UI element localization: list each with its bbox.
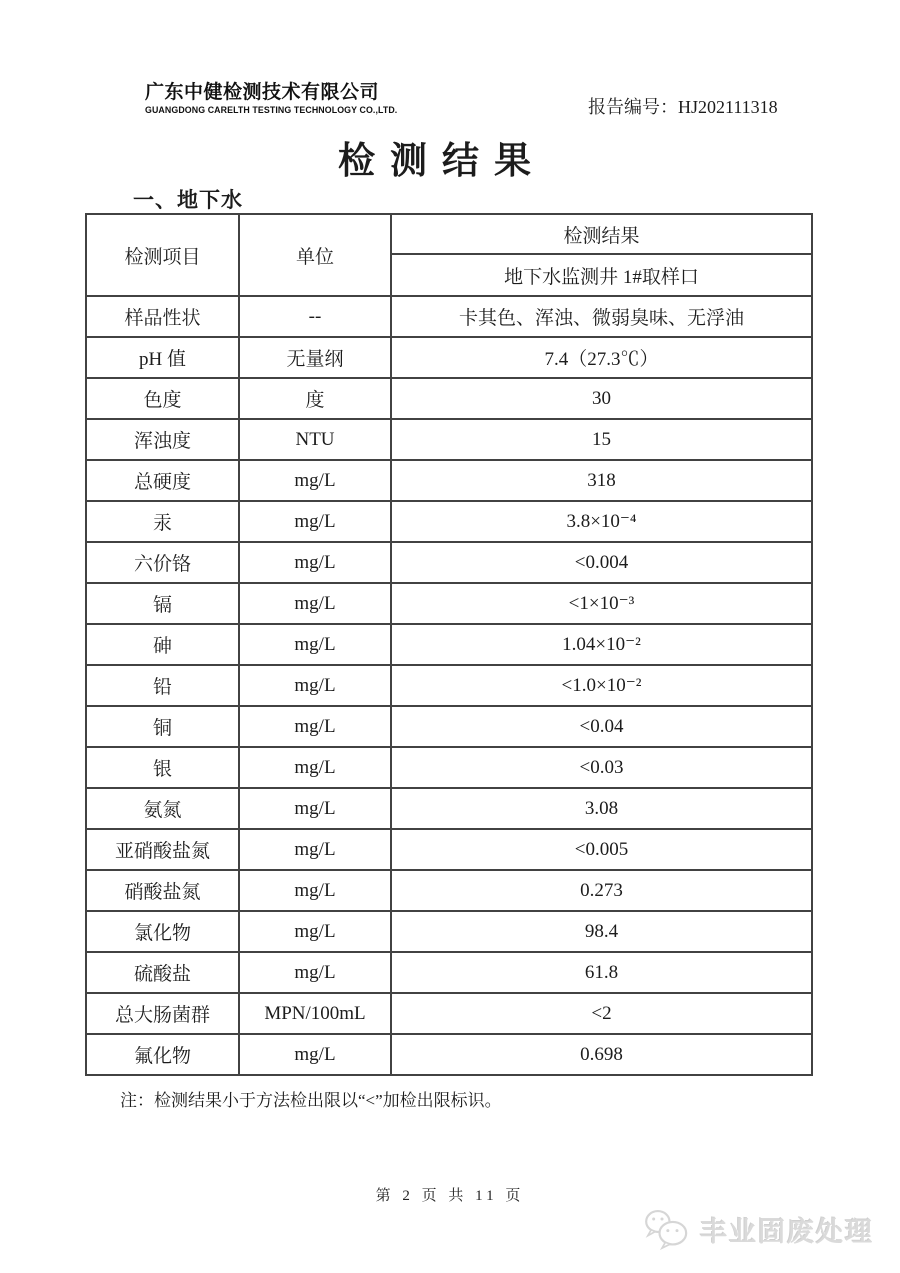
item-cell: pH 值: [86, 337, 239, 378]
item-cell: 氨氮: [86, 788, 239, 829]
value-cell: 15: [391, 419, 812, 460]
table-row: [86, 788, 812, 829]
unit-cell: --: [239, 296, 391, 337]
unit-cell: 无量纲: [239, 337, 391, 378]
report-number-label: 报告编号：: [588, 97, 678, 117]
unit-cell: mg/L: [239, 747, 391, 788]
value-cell: 卡其色、浑浊、微弱臭味、无浮油: [391, 296, 812, 337]
value-cell: 0.273: [391, 870, 812, 911]
value-cell: 0.698: [391, 1034, 812, 1075]
value-cell: 318: [391, 460, 812, 501]
unit-cell: mg/L: [239, 665, 391, 706]
item-cell: 六价铬: [86, 542, 239, 583]
item-cell: 硝酸盐氮: [86, 870, 239, 911]
table-row: [86, 460, 812, 501]
item-cell: 亚硝酸盐氮: [86, 829, 239, 870]
unit-cell: mg/L: [239, 1034, 391, 1075]
item-cell: 镉: [86, 583, 239, 624]
table-row: [86, 993, 812, 1034]
table-row: [86, 665, 812, 706]
unit-cell: mg/L: [239, 501, 391, 542]
table-row: [86, 624, 812, 665]
watermark-text: 丰业固废处理: [700, 1216, 874, 1247]
table-row: [86, 296, 812, 337]
value-cell: <0.03: [391, 747, 812, 788]
table-row: [86, 747, 812, 788]
footnote: 注：检测结果小于方法检出限以“<”加检出限标识。: [120, 1091, 502, 1110]
wechat-icon: [642, 1207, 692, 1251]
table-row: [86, 542, 812, 583]
company-name-cn: 广东中健检测技术有限公司: [145, 82, 380, 103]
value-cell: <1.0×10⁻²: [391, 665, 812, 706]
section-heading-groundwater: 一、地下水: [133, 188, 243, 212]
value-cell: 98.4: [391, 911, 812, 952]
item-cell: 砷: [86, 624, 239, 665]
value-cell: <1×10⁻³: [391, 583, 812, 624]
table-row: [86, 419, 812, 460]
header-result-group-cell: 检测结果: [391, 214, 812, 254]
unit-cell: MPN/100mL: [239, 993, 391, 1034]
value-cell: <2: [391, 993, 812, 1034]
item-cell: 氯化物: [86, 911, 239, 952]
value-cell: 30: [391, 378, 812, 419]
value-cell: 3.8×10⁻⁴: [391, 501, 812, 542]
item-cell: 样品性状: [86, 296, 239, 337]
results-table: [85, 213, 813, 1076]
unit-cell: mg/L: [239, 583, 391, 624]
table-row: [86, 829, 812, 870]
table-row: [86, 583, 812, 624]
company-name-en: GUANGDONG CARELTH TESTING TECHNOLOGY CO.,LTD.: [145, 104, 398, 115]
page-number: 第 2 页 共 11 页: [375, 1188, 525, 1204]
watermark: [642, 1207, 874, 1251]
report-number: [588, 93, 778, 119]
unit-cell: mg/L: [239, 706, 391, 747]
unit-cell: 度: [239, 378, 391, 419]
value-cell: 61.8: [391, 952, 812, 993]
results-table-head: [86, 214, 812, 296]
unit-cell: mg/L: [239, 870, 391, 911]
table-row: [86, 911, 812, 952]
item-cell: 铅: [86, 665, 239, 706]
table-row: [86, 952, 812, 993]
value-cell: 7.4（27.3℃）: [391, 337, 812, 378]
item-cell: 汞: [86, 501, 239, 542]
item-cell: 色度: [86, 378, 239, 419]
company-logo-block: [145, 83, 403, 116]
header-row-top: [86, 214, 812, 254]
value-cell: 1.04×10⁻²: [391, 624, 812, 665]
header-sampling-point-cell: 地下水监测井 1#取样口: [391, 254, 812, 296]
item-cell: 铜: [86, 706, 239, 747]
table-row: [86, 1034, 812, 1075]
table-row: [86, 706, 812, 747]
page-title: 检测结果: [338, 141, 546, 182]
item-cell: 浑浊度: [86, 419, 239, 460]
item-cell: 总硬度: [86, 460, 239, 501]
results-tbody: [86, 296, 812, 1075]
unit-cell: mg/L: [239, 460, 391, 501]
unit-cell: NTU: [239, 419, 391, 460]
unit-cell: mg/L: [239, 542, 391, 583]
value-cell: 3.08: [391, 788, 812, 829]
item-cell: 氟化物: [86, 1034, 239, 1075]
header-unit-cell: 单位: [239, 214, 391, 296]
unit-cell: mg/L: [239, 952, 391, 993]
value-cell: <0.004: [391, 542, 812, 583]
unit-cell: mg/L: [239, 829, 391, 870]
item-cell: 硫酸盐: [86, 952, 239, 993]
report-number-value: HJ202111318: [678, 97, 778, 117]
item-cell: 总大肠菌群: [86, 993, 239, 1034]
unit-cell: mg/L: [239, 788, 391, 829]
unit-cell: mg/L: [239, 911, 391, 952]
value-cell: <0.04: [391, 706, 812, 747]
table-row: [86, 870, 812, 911]
unit-cell: mg/L: [239, 624, 391, 665]
table-row: [86, 337, 812, 378]
value-cell: <0.005: [391, 829, 812, 870]
table-row: [86, 378, 812, 419]
table-row: [86, 501, 812, 542]
item-cell: 银: [86, 747, 239, 788]
header-item-cell: 检测项目: [86, 214, 239, 296]
